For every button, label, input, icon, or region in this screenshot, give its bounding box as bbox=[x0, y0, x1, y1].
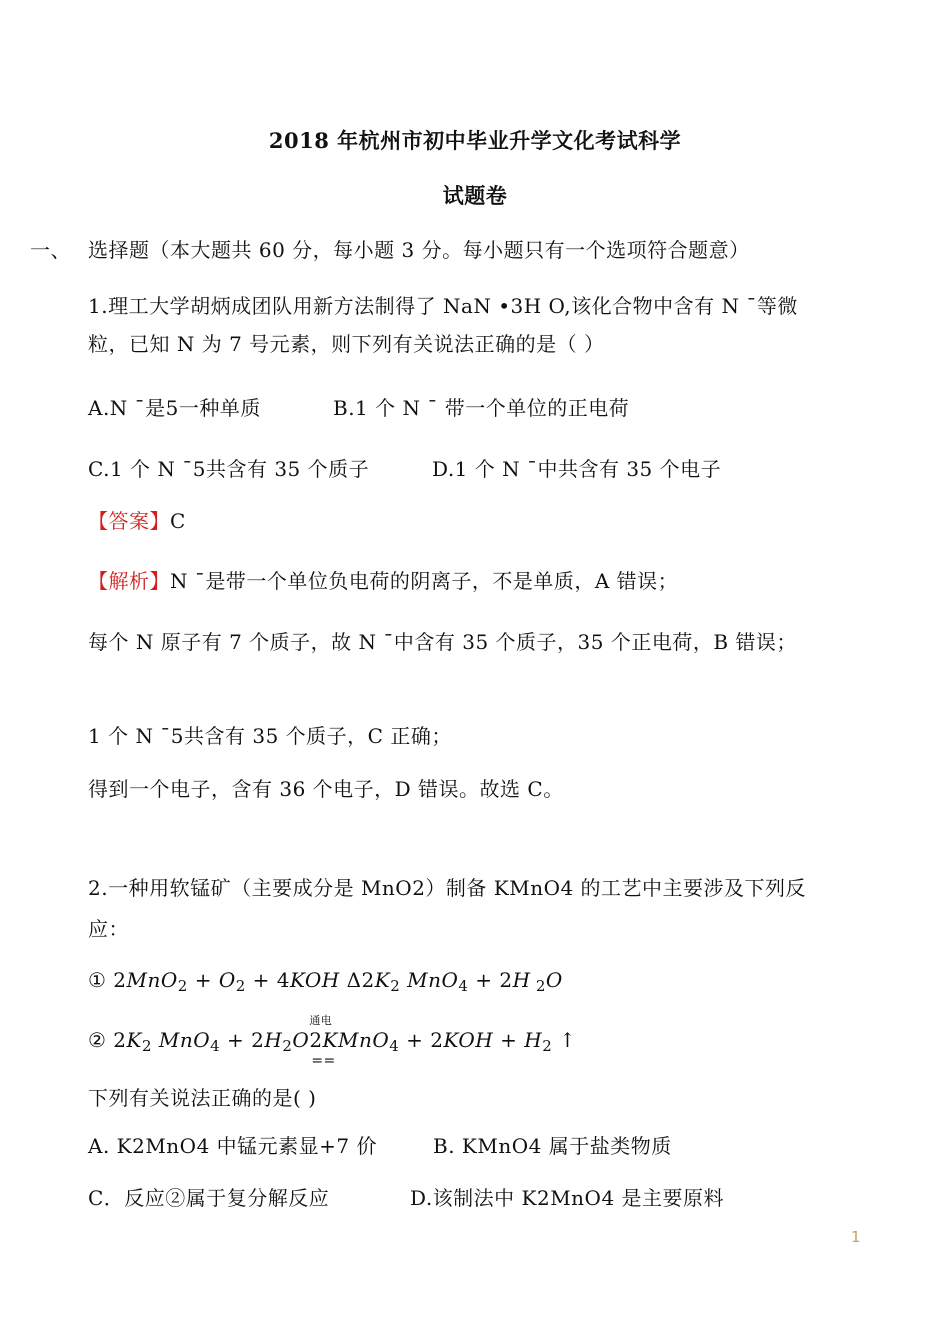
page-title: 2018 年杭州市初中毕业升学文化考试科学 bbox=[268, 128, 682, 153]
q2-option-c: C．反应②属于复分解反应 bbox=[88, 1186, 330, 1210]
q2-option-d: D.该制法中 K2MnO4 是主要原料 bbox=[410, 1186, 725, 1210]
q2-stem-line2: 应： bbox=[88, 917, 129, 941]
q1-analysis-line1 bbox=[88, 568, 678, 594]
q2-option-b: B. KMnO4 属于盐类物质 bbox=[433, 1134, 672, 1158]
answer-label: 【答案】 bbox=[88, 509, 170, 533]
q2-option-a: A. K2MnO4 中锰元素显+7 价 bbox=[88, 1134, 378, 1158]
q1-option-b: B.1 个 N ¯ 带一个单位的正电荷 bbox=[333, 396, 630, 420]
q1-analysis-line2: 每个 N 原子有 7 个质子，故 N ¯中含有 35 个质子，35 个正电荷，B 错误； bbox=[88, 630, 797, 654]
q1-answer bbox=[88, 508, 186, 534]
q1-stem-line2: 粒，已知 N 为 7 号元素，则下列有关说法正确的是（ ） bbox=[88, 332, 605, 356]
q2-question: 下列有关说法正确的是( ) bbox=[88, 1086, 317, 1110]
q1-option-d: D.1 个 N ¯中共含有 35 个电子 bbox=[432, 457, 722, 481]
q2-stem-line1: 2.一种用软锰矿（主要成分是 MnO2）制备 KMnO4 的工艺中主要涉及下列反 bbox=[88, 876, 807, 900]
section-number: 一、 bbox=[30, 238, 71, 262]
analysis-label: 【解析】 bbox=[88, 569, 170, 593]
page-number: 1 bbox=[851, 1228, 861, 1246]
q1-option-a: A.N ¯是5一种单质 bbox=[88, 396, 261, 420]
q2-equation-2: ② $2K_2$ $MnO_4 + 2H_2O$ 通电 2KMnO == $_4 + 2KOH + H_2$ ↑ bbox=[88, 1014, 577, 1069]
answer-value: C bbox=[170, 509, 186, 533]
q1-stem-line1: 1.理工大学胡炳成团队用新方法制得了 NaN •3H O,该化合物中含有 N ¯等微 bbox=[88, 294, 798, 318]
q2-equation-1: ① $2MnO_2 + O_2 + 4KOH$ $\Delta 2K_2$ MnO$_4$ + 2H $_2$O bbox=[88, 968, 563, 995]
q1-analysis-line4: 得到一个电子，含有 36 个电子，D 错误。故选 C。 bbox=[88, 777, 564, 801]
q1-option-c: C.1 个 N ¯5共含有 35 个质子 bbox=[88, 457, 370, 481]
reaction-condition: 通电 2KMnO == bbox=[309, 1014, 390, 1069]
page-subtitle: 试题卷 bbox=[442, 183, 508, 208]
q1-analysis-line3: 1 个 N ¯5共含有 35 个质子，C 正确； bbox=[88, 724, 452, 748]
analysis-text: N ¯是带一个单位负电荷的阴离子，不是单质，A 错误； bbox=[170, 569, 679, 593]
section-heading: 选择题（本大题共 60 分，每小题 3 分。每小题只有一个选项符合题意） bbox=[88, 238, 750, 262]
